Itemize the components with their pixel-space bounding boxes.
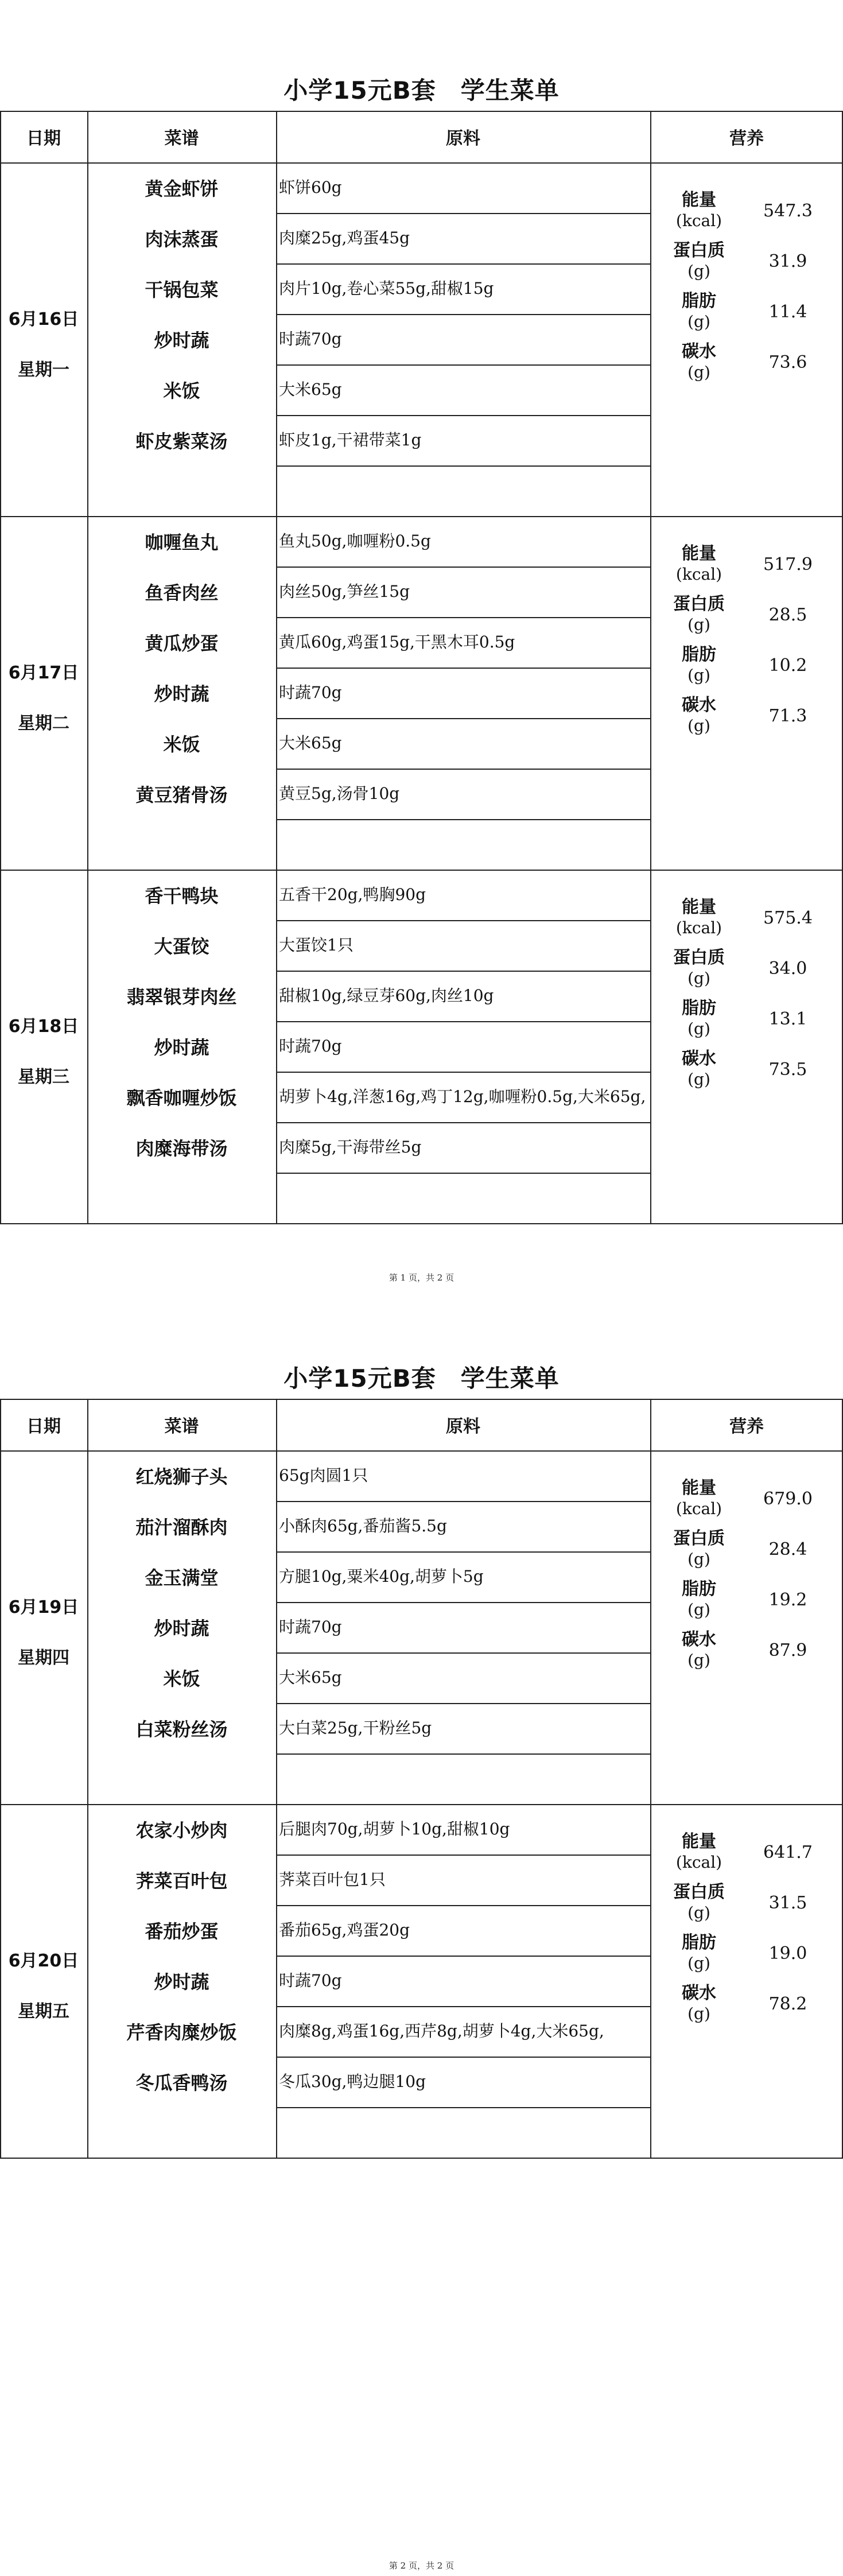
- column-header-ingredients: 原料: [446, 129, 480, 149]
- day-cell: [0, 870, 87, 1223]
- nutrition-label: [650, 1978, 748, 2029]
- nutrition-row: [650, 994, 843, 1044]
- nutrition-name: 蛋白质: [673, 594, 725, 614]
- column-header-menu: 菜谱: [164, 129, 199, 149]
- dish-name: 炒时蔬: [154, 683, 209, 705]
- dish-name: [87, 1173, 276, 1223]
- ingredient-list: [279, 2107, 647, 2158]
- nutrition-value: 517.9: [763, 554, 813, 575]
- ingredient-list: 肉糜25g,鸡蛋45g: [279, 228, 410, 247]
- ingredient-list: [279, 819, 647, 870]
- table-border: [0, 1399, 843, 1400]
- ingredient-list: 虾饼60g: [279, 178, 342, 197]
- nutrition-unit: (g): [687, 1019, 710, 1038]
- nutrition-row: [650, 1524, 843, 1574]
- dish-name: 番茄炒蛋: [145, 1921, 219, 1942]
- nutrition-label: [650, 589, 748, 640]
- nutrition-label: [650, 539, 748, 589]
- nutrition-name: 脂肪: [682, 1933, 716, 1953]
- nutrition-label: [650, 236, 748, 286]
- nutrition-unit: (g): [687, 1903, 710, 1922]
- nutrition-value: 78.2: [768, 1993, 807, 2014]
- dish-name: 大蛋饺: [154, 936, 209, 957]
- ingredient-list: 时蔬70g: [279, 1617, 342, 1636]
- nutrition-row: [650, 1877, 843, 1928]
- nutrition-row: [650, 1574, 843, 1625]
- nutrition-label: [650, 943, 748, 994]
- column-border: [276, 111, 277, 1223]
- nutrition-row: [650, 236, 843, 286]
- nutrition-value: 19.0: [768, 1943, 807, 1964]
- dish-name: 干锅包菜: [145, 279, 219, 301]
- day-weekday: 星期五: [18, 2001, 69, 2022]
- nutrition-value: 547.3: [763, 200, 813, 221]
- nutrition-label: [650, 337, 748, 387]
- column-header-nutrition: 营养: [729, 1417, 764, 1437]
- ingredient-list: 时蔬70g: [279, 1037, 342, 1056]
- ingredient-list: 时蔬70g: [279, 1971, 342, 1990]
- nutrition-name: 能量: [682, 1478, 716, 1498]
- dish-name: [87, 1753, 276, 1804]
- ingredient-list: 后腿肉70g,胡萝卜10g,甜椒10g: [279, 1820, 510, 1838]
- nutrition-name: 能量: [682, 544, 716, 564]
- dish-name: 米饭: [163, 1668, 200, 1690]
- dish-name: 鱼香肉丝: [145, 582, 219, 604]
- column-header-date: 日期: [26, 1417, 61, 1437]
- nutrition-cell: [650, 162, 843, 516]
- nutrition-unit: (kcal): [675, 1853, 722, 1872]
- dish-name: 金玉满堂: [145, 1567, 219, 1589]
- nutrition-value: 10.2: [768, 655, 807, 676]
- day-date: 6月16日: [8, 309, 79, 329]
- dish-name: [87, 2107, 276, 2158]
- day-separator: [0, 1223, 843, 1224]
- nutrition-row: [650, 1827, 843, 1877]
- ingredient-list: 方腿10g,粟米40g,胡萝卜5g: [279, 1567, 484, 1586]
- ingredient-list: [279, 465, 647, 516]
- nutrition-unit: (g): [687, 666, 710, 685]
- ingredient-list: 时蔬70g: [279, 329, 342, 348]
- nutrition-row: [650, 690, 843, 741]
- nutrition-name: 能量: [682, 1832, 716, 1852]
- dish-name: 荠菜百叶包: [135, 1870, 228, 1892]
- nutrition-row: [650, 943, 843, 994]
- nutrition-name: 蛋白质: [673, 1882, 725, 1902]
- day-date: 6月17日: [8, 663, 79, 683]
- nutrition-label: [650, 1928, 748, 1978]
- nutrition-value: 31.5: [768, 1892, 807, 1913]
- ingredient-list: 肉糜5g,干海带丝5g: [279, 1138, 422, 1157]
- day-date: 6月20日: [8, 1951, 79, 1971]
- nutrition-value: 11.4: [768, 301, 807, 322]
- ingredient-list: 小酥肉65g,番茄酱5.5g: [279, 1516, 447, 1535]
- dish-name: 红烧狮子头: [135, 1466, 228, 1488]
- nutrition-name: 脂肪: [682, 998, 716, 1018]
- dish-name: 冬瓜香鸭汤: [135, 2072, 228, 2094]
- day-date: 6月19日: [8, 1597, 79, 1617]
- nutrition-row: [650, 1473, 843, 1524]
- page-title: 小学15元B套 学生菜单: [283, 76, 560, 104]
- nutrition-row: [650, 185, 843, 236]
- dish-name: 黄瓜炒蛋: [145, 633, 219, 654]
- ingredient-list: 肉片10g,卷心菜55g,甜椒15g: [279, 279, 494, 298]
- ingredient-list: 甜椒10g,绿豆芽60g,肉丝10g: [279, 986, 494, 1005]
- nutrition-cell: [650, 870, 843, 1223]
- column-header-ingredients: 原料: [446, 1417, 480, 1437]
- day-cell: [0, 1450, 87, 1804]
- nutrition-unit: (kcal): [675, 211, 722, 230]
- nutrition-label: [650, 1473, 748, 1524]
- ingredient-list: 鱼丸50g,咖喱粉0.5g: [279, 532, 431, 550]
- ingredient-list: 肉丝50g,笋丝15g: [279, 582, 410, 601]
- ingredient-list: 大米65g: [279, 380, 342, 399]
- nutrition-value: 28.4: [768, 1539, 807, 1559]
- nutrition-name: 碳水: [682, 342, 716, 362]
- ingredient-list: 虾皮1g,干裙带菜1g: [279, 430, 422, 449]
- nutrition-value: 641.7: [763, 1842, 813, 1863]
- ingredient-list: 冬瓜30g,鸭边腿10g: [279, 2072, 426, 2091]
- nutrition-label: [650, 1625, 748, 1675]
- ingredient-list: 大白菜25g,干粉丝5g: [279, 1718, 432, 1737]
- nutrition-row: [650, 337, 843, 387]
- dish-name: 白菜粉丝汤: [135, 1718, 228, 1740]
- nutrition-cell: [650, 1804, 843, 2158]
- page-footer: 第 1 页，共 2 页: [389, 1273, 454, 1283]
- nutrition-label: [650, 690, 748, 741]
- ingredient-list: [279, 1173, 647, 1223]
- column-header-nutrition: 营养: [729, 129, 764, 149]
- nutrition-unit: (g): [687, 1550, 710, 1569]
- nutrition-value: 34.0: [768, 958, 807, 979]
- ingredient-list: 大米65g: [279, 734, 342, 752]
- nutrition-unit: (g): [687, 1070, 710, 1089]
- nutrition-unit: (g): [687, 312, 710, 331]
- nutrition-label: [650, 185, 748, 236]
- nutrition-row: [650, 286, 843, 337]
- nutrition-value: 19.2: [768, 1589, 807, 1610]
- nutrition-row: [650, 1625, 843, 1675]
- nutrition-name: 蛋白质: [673, 948, 725, 968]
- column-header-date: 日期: [26, 129, 61, 149]
- nutrition-row: [650, 1044, 843, 1095]
- column-border: [276, 1399, 277, 2158]
- nutrition-cell: [650, 1450, 843, 1804]
- nutrition-label: [650, 1574, 748, 1625]
- dish-name: 黄金虾饼: [145, 178, 219, 200]
- dish-name: 肉沫蒸蛋: [145, 228, 219, 250]
- nutrition-unit: (g): [687, 1954, 710, 1973]
- dish-name: 芹香肉糜炒饭: [126, 2022, 237, 2043]
- dish-name: 炒时蔬: [154, 1617, 209, 1639]
- dish-name: 炒时蔬: [154, 1971, 209, 1993]
- table-border: [0, 111, 843, 112]
- nutrition-unit: (g): [687, 1600, 710, 1619]
- dish-name: 炒时蔬: [154, 1037, 209, 1058]
- nutrition-value: 73.5: [768, 1059, 807, 1080]
- dish-name: 翡翠银芽肉丝: [126, 986, 237, 1008]
- nutrition-label: [650, 286, 748, 337]
- nutrition-row: [650, 1928, 843, 1978]
- nutrition-name: 碳水: [682, 1049, 716, 1069]
- day-weekday: 星期二: [18, 713, 69, 734]
- nutrition-row: [650, 589, 843, 640]
- dish-name: 米饭: [163, 380, 200, 402]
- nutrition-value: 679.0: [763, 1488, 813, 1509]
- day-cell: [0, 1804, 87, 2158]
- menu-page: [0, 1288, 843, 2576]
- nutrition-label: [650, 640, 748, 690]
- ingredient-list: 五香干20g,鸭胸90g: [279, 885, 426, 904]
- nutrition-name: 能量: [682, 897, 716, 917]
- nutrition-row: [650, 893, 843, 943]
- nutrition-unit: (g): [687, 262, 710, 281]
- nutrition-label: [650, 1877, 748, 1928]
- ingredient-list: 大米65g: [279, 1668, 342, 1687]
- nutrition-unit: (kcal): [675, 565, 722, 584]
- dish-name: 虾皮紫菜汤: [135, 430, 228, 452]
- nutrition-value: 31.9: [768, 251, 807, 271]
- nutrition-label: [650, 1044, 748, 1095]
- nutrition-name: 蛋白质: [673, 1528, 725, 1549]
- dish-name: 咖喱鱼丸: [145, 532, 219, 553]
- nutrition-name: 蛋白质: [673, 240, 725, 261]
- nutrition-value: 28.5: [768, 604, 807, 625]
- nutrition-name: 碳水: [682, 695, 716, 715]
- nutrition-row: [650, 640, 843, 690]
- dish-name: 炒时蔬: [154, 329, 209, 351]
- nutrition-unit: (g): [687, 716, 710, 735]
- ingredient-list: 肉糜8g,鸡蛋16g,西芹8g,胡萝卜4g,大米65g,: [279, 2022, 604, 2040]
- nutrition-row: [650, 539, 843, 589]
- menu-table: [0, 111, 843, 1223]
- nutrition-cell: [650, 516, 843, 870]
- nutrition-name: 脂肪: [682, 645, 716, 665]
- ingredient-list: 黄瓜60g,鸡蛋15g,干黑木耳0.5g: [279, 633, 515, 651]
- nutrition-name: 碳水: [682, 1983, 716, 2003]
- dish-name: 农家小炒肉: [135, 1820, 228, 1841]
- page-title: 小学15元B套 学生菜单: [283, 1364, 560, 1392]
- nutrition-unit: (g): [687, 1651, 710, 1670]
- ingredient-list: 番茄65g,鸡蛋20g: [279, 1921, 410, 1939]
- dish-name: 肉糜海带汤: [135, 1138, 228, 1159]
- nutrition-unit: (g): [687, 363, 710, 382]
- ingredient-list: 荠菜百叶包1只: [279, 1870, 386, 1889]
- day-cell: [0, 516, 87, 870]
- nutrition-unit: (g): [687, 969, 710, 988]
- day-date: 6月18日: [8, 1017, 79, 1037]
- nutrition-label: [650, 893, 748, 943]
- nutrition-label: [650, 994, 748, 1044]
- menu-table: [0, 1399, 843, 2158]
- nutrition-label: [650, 1827, 748, 1877]
- day-cell: [0, 162, 87, 516]
- ingredient-list: [279, 1753, 647, 1804]
- nutrition-row: [650, 1978, 843, 2029]
- day-weekday: 星期四: [18, 1648, 69, 1668]
- dish-name: 米饭: [163, 734, 200, 755]
- nutrition-unit: (kcal): [675, 1499, 722, 1518]
- nutrition-value: 87.9: [768, 1640, 807, 1661]
- day-weekday: 星期一: [18, 360, 69, 380]
- nutrition-name: 碳水: [682, 1630, 716, 1650]
- ingredient-list: 65g肉圆1只: [279, 1466, 368, 1485]
- dish-name: [87, 465, 276, 516]
- nutrition-name: 能量: [682, 190, 716, 210]
- ingredient-list: 黄豆5g,汤骨10g: [279, 784, 400, 803]
- nutrition-unit: (kcal): [675, 918, 722, 937]
- day-weekday: 星期三: [18, 1067, 69, 1087]
- nutrition-value: 575.4: [763, 907, 813, 928]
- nutrition-value: 73.6: [768, 352, 807, 373]
- nutrition-unit: (g): [687, 615, 710, 634]
- nutrition-value: 13.1: [768, 1008, 807, 1029]
- dish-name: 飘香咖喱炒饭: [126, 1087, 237, 1109]
- dish-name: 茄汁溜酥肉: [135, 1516, 228, 1538]
- column-header-menu: 菜谱: [164, 1417, 199, 1437]
- ingredient-list: 时蔬70g: [279, 683, 342, 702]
- dish-name: 黄豆猪骨汤: [135, 784, 228, 806]
- day-separator: [0, 2158, 843, 2159]
- page-footer: 第 2 页，共 2 页: [389, 2561, 454, 2571]
- nutrition-name: 脂肪: [682, 1579, 716, 1599]
- dish-name: 香干鸭块: [145, 885, 219, 907]
- ingredient-list: 胡萝卜4g,洋葱16g,鸡丁12g,咖喱粉0.5g,大米65g,: [279, 1087, 646, 1106]
- nutrition-value: 71.3: [768, 705, 807, 726]
- nutrition-label: [650, 1524, 748, 1574]
- nutrition-unit: (g): [687, 2004, 710, 2023]
- ingredient-list: 大蛋饺1只: [279, 936, 353, 955]
- dish-name: [87, 819, 276, 870]
- nutrition-name: 脂肪: [682, 291, 716, 311]
